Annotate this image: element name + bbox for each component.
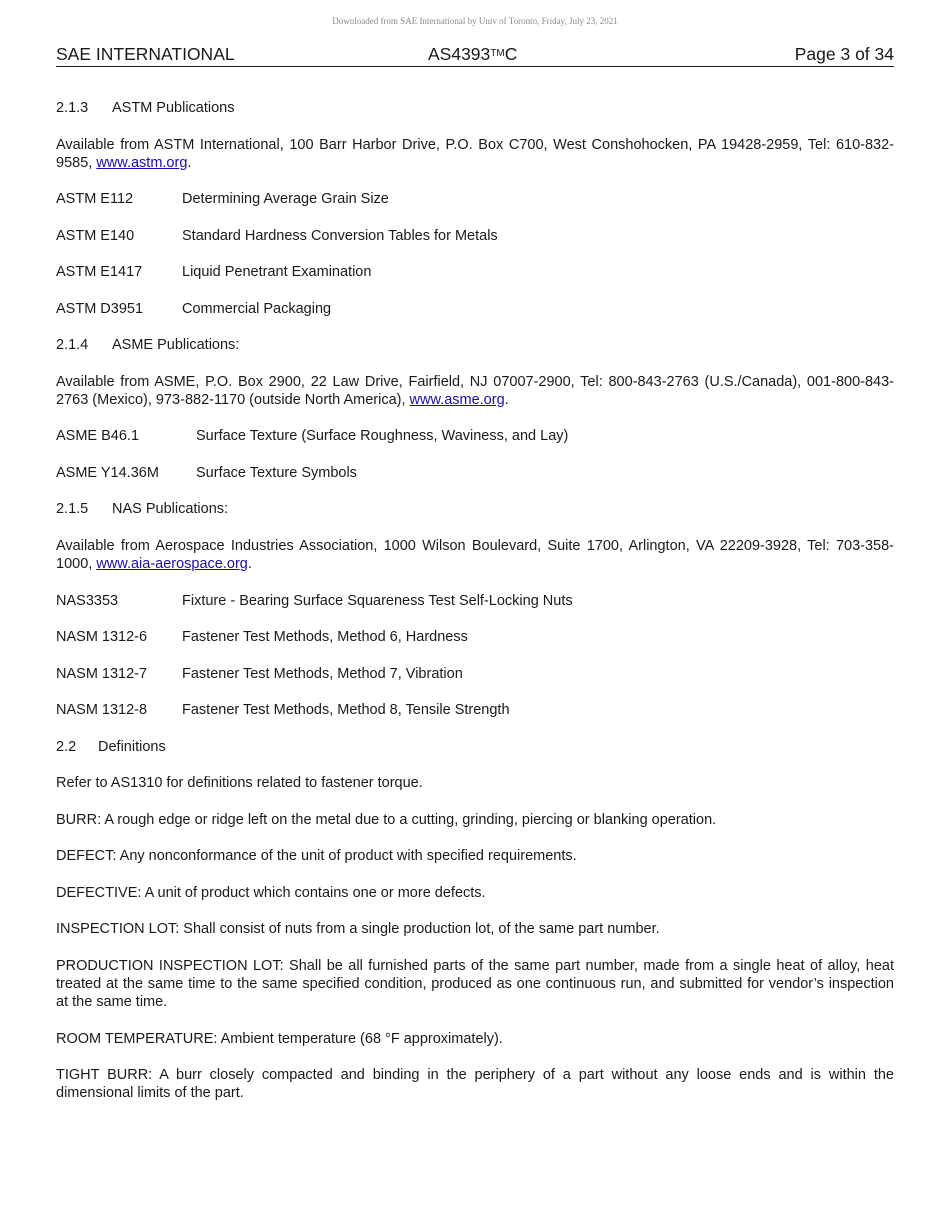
reference-title: Standard Hardness Conversion Tables for Metals	[182, 227, 498, 244]
reference-code: NASM 1312-6	[56, 629, 148, 646]
reference-row	[56, 701, 894, 719]
reference-title: Commercial Packaging	[182, 300, 332, 317]
definition-defective: DEFECTIVE: A unit of product which contains one or more defects.	[56, 884, 486, 901]
definition-production-inspection-lot: PRODUCTION INSPECTION LOT: Shall be all furnished parts of the same part number, made from a single heat of alloy, heat treated at the same time to the same specified condition, produced as one continuous run, and submitted for vendor’s inspection at the same time.	[56, 957, 894, 1011]
section-title: ASTM Publications	[112, 100, 235, 116]
reference-row	[56, 628, 894, 646]
reference-row	[56, 592, 894, 610]
section-title: NAS Publications:	[112, 501, 229, 518]
doc-revision: C	[504, 44, 518, 64]
reference-row	[56, 665, 894, 683]
definition-defect: DEFECT: Any nonconformance of the unit of product with specified requirements.	[56, 848, 577, 865]
reference-code: NASM 1312-8	[56, 702, 148, 719]
section-heading-definitions	[56, 738, 894, 756]
header-page-number: Page 3 of 34	[794, 44, 894, 64]
availability-text: Available from Aerospace Industries Association, 1000 Wilson Boulevard, Suite 1700, Arlington, VA 22209-3928, Tel: 703-358-1000,	[56, 537, 894, 573]
reference-title: Surface Texture Symbols	[196, 464, 357, 481]
astm-availability: Available from ASTM International, 100 Barr Harbor Drive, P.O. Box C700, West Conshohocken, PA 19428-2959, Tel: 610-832-9585, www.astm.org.	[56, 136, 894, 171]
doc-base: AS4393	[428, 44, 491, 64]
reference-row	[56, 427, 894, 445]
reference-title: Fixture - Bearing Surface Squareness Test Self-Locking Nuts	[182, 592, 573, 609]
reference-row	[56, 190, 894, 208]
reference-code: NASM 1312-7	[56, 665, 148, 682]
reference-title: Fastener Test Methods, Method 6, Hardness	[182, 629, 468, 646]
document-body	[56, 99, 894, 1121]
section-heading-asme	[56, 336, 894, 354]
definition-tight-burr: TIGHT BURR: A burr closely compacted and binding in the periphery of a part without any loose ends and is within the dimensional limits of the part.	[56, 1067, 894, 1102]
section-number: 2.1.3	[56, 100, 89, 116]
page-header	[56, 44, 894, 67]
asme-availability: Available from ASME, P.O. Box 2900, 22 Law Drive, Fairfield, NJ 07007-2900, Tel: 800-843-2763 (U.S./Canada), 001-800-843-2763 (Mexico), 973-882-1170 (outside North America), www.asme.org.	[56, 373, 894, 408]
reference-title: Liquid Penetrant Examination	[182, 264, 372, 281]
reference-code: ASTM E1417	[56, 264, 143, 281]
reference-title: Fastener Test Methods, Method 7, Vibration	[182, 665, 463, 682]
section-title: ASME Publications:	[112, 337, 240, 354]
section-heading-astm	[56, 99, 894, 117]
reference-row	[56, 464, 894, 482]
astm-link[interactable]: www.astm.org	[96, 154, 188, 171]
trademark-mark: TM	[490, 48, 505, 59]
section-number: 2.1.5	[56, 501, 89, 518]
availability-text: Available from ASME, P.O. Box 2900, 22 Law Drive, Fairfield, NJ 07007-2900, Tel: 800-843-2763 (U.S./Canada), 001-800-843-2763 (Mexico), 973-882-1170 (outside North America),	[56, 373, 894, 408]
definition-burr: BURR: A rough edge or ridge left on the metal due to a cutting, grinding, piercing or blanking operation.	[56, 811, 717, 828]
availability-text: Available from ASTM International, 100 Barr Harbor Drive, P.O. Box C700, West Conshohocken, PA 19428-2959, Tel: 610-832-9585,	[56, 136, 894, 171]
definitions-intro: Refer to AS1310 for definitions related to fastener torque.	[56, 775, 423, 792]
reference-code: ASME B46.1	[56, 428, 140, 445]
reference-row	[56, 300, 894, 318]
reference-code: ASTM D3951	[56, 300, 144, 317]
header-org: SAE INTERNATIONAL	[56, 44, 235, 64]
reference-title: Surface Texture (Surface Roughness, Waviness, and Lay)	[196, 428, 569, 445]
section-number: 2.1.4	[56, 337, 89, 354]
asme-link[interactable]: www.asme.org	[409, 391, 505, 408]
reference-row	[56, 227, 894, 245]
reference-code: ASTM E112	[56, 191, 134, 208]
section-heading-nas	[56, 500, 894, 518]
reference-title: Fastener Test Methods, Method 8, Tensile Strength	[182, 702, 510, 719]
definition-room-temperature: ROOM TEMPERATURE: Ambient temperature (68 °F approximately).	[56, 1030, 503, 1047]
header-doc-number	[428, 44, 517, 65]
reference-code: NAS3353	[56, 592, 119, 609]
aia-link[interactable]: www.aia-aerospace.org	[96, 556, 248, 573]
reference-code: ASME Y14.36M	[56, 464, 159, 481]
nas-availability: Available from Aerospace Industries Association, 1000 Wilson Boulevard, Suite 1700, Arlington, VA 22209-3928, Tel: 703-358-1000, www.aia-aerospace.org.	[56, 537, 894, 573]
reference-code: ASTM E140	[56, 227, 135, 244]
reference-title: Determining Average Grain Size	[182, 191, 389, 208]
definition-inspection-lot: INSPECTION LOT: Shall consist of nuts from a single production lot, of the same part number.	[56, 921, 660, 938]
download-watermark: Downloaded from SAE International by Univ of Toronto, Friday, July 23, 2021	[332, 16, 618, 26]
section-number: 2.2	[56, 738, 77, 755]
section-title: Definitions	[98, 738, 166, 755]
reference-row	[56, 263, 894, 281]
